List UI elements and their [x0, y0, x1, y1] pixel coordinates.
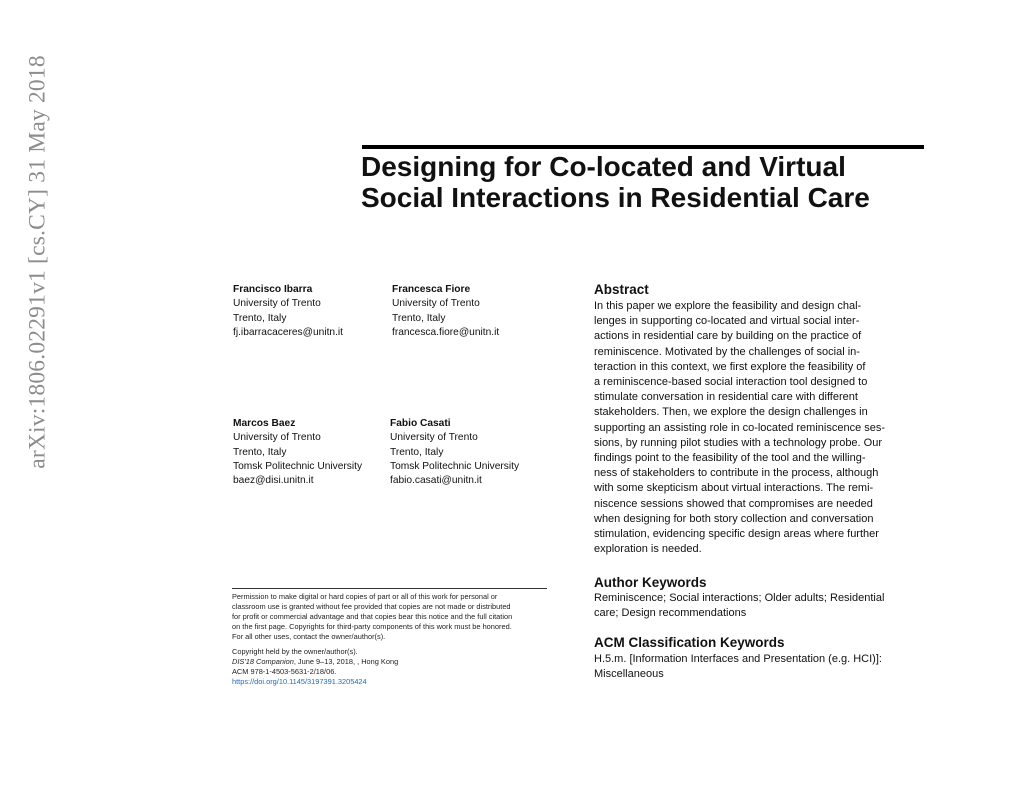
author-block-4 [390, 417, 519, 488]
author-affiliation: University of Trento [233, 432, 321, 444]
author-keywords-body [594, 591, 924, 621]
permission-rule [232, 588, 547, 589]
author-location: Trento, Italy [390, 446, 444, 458]
author-affiliation: University of Trento [390, 432, 478, 444]
copyright-block [232, 647, 398, 687]
author-extra-affiliation: Tomsk Politechnic University [390, 460, 520, 472]
abstract-line: teraction in this context, we first explore the feasibility of [594, 360, 866, 373]
abstract-line: In this paper we explore the feasibility and design chal- [594, 300, 862, 312]
permission-notice [232, 592, 552, 642]
abstract-line: stakeholders. Then, we explore the design challenges in [594, 406, 868, 419]
author-extra-affiliation: Tomsk Politechnic University [233, 460, 363, 472]
title-line-1: Designing for Co-located and Virtual [361, 151, 846, 182]
abstract-line: stimulate conversation in residential care with different [594, 391, 858, 404]
abstract-line: findings point to the feasibility of the tool and the willing- [594, 452, 866, 465]
author-affiliation: University of Trento [233, 298, 321, 310]
permission-line: for profit or commercial advantage and that copies bear this notice and the full citation [232, 612, 513, 622]
acm-isbn: ACM 978-1-4503-5631-2/18/06. [232, 667, 337, 677]
abstract-line: supporting an assisting role in co-located reminiscence ses- [594, 421, 886, 434]
abstract-line: actions in residential care by building on the practice of [594, 330, 862, 343]
keywords-line: Reminiscence; Social interactions; Older adults; Residential [594, 592, 885, 604]
keywords-line: care; Design recommendations [594, 607, 747, 620]
abstract-line: niscence sessions showed that compromises are needed [594, 497, 873, 510]
permission-line: on the first page. Copyrights for third-party components of this work must be honored. [232, 622, 512, 632]
abstract-line: when designing for both story collection and conversation [594, 512, 874, 525]
abstract-line: a reminiscence-based social interaction tool designed to [594, 376, 868, 389]
acm-keywords-body [594, 652, 924, 682]
author-location: Trento, Italy [233, 446, 287, 458]
acm-line: Miscellaneous [594, 668, 664, 681]
permission-line: classroom use is granted without fee provided that copies are not made or distributed [232, 602, 511, 612]
author-name: Francesca Fiore [392, 284, 471, 295]
author-block-1 [233, 283, 343, 340]
title-line-2: Social Interactions in Residential Care [361, 182, 870, 213]
arxiv-identifier: arXiv:1806.02291v1 [cs.CY] 31 May 2018 [24, 55, 51, 469]
acm-line: H.5.m. [Information Interfaces and Presentation (e.g. HCI)]: [594, 653, 882, 665]
venue-line [232, 657, 398, 667]
doi-link[interactable]: https://doi.org/10.1145/3197391.3205424 [232, 677, 367, 687]
abstract-line: reminiscence. Motivated by the challenges of social in- [594, 345, 860, 358]
abstract-line: ness of stakeholders to contribute in the process, although [594, 467, 879, 480]
copyright-held: Copyright held by the owner/author(s). [232, 647, 358, 656]
abstract-line: stimulation, evidencing specific design areas where further [594, 528, 879, 541]
author-block-2 [392, 283, 499, 340]
author-location: Trento, Italy [392, 312, 446, 324]
permission-line: For all other uses, contact the owner/author(s). [232, 632, 386, 642]
paper-title [361, 151, 961, 213]
author-email: baez@disi.unitn.it [233, 475, 314, 487]
title-rule [362, 145, 924, 149]
venue-name: DIS'18 Companion [232, 657, 294, 667]
author-email: fj.ibarracaceres@unitn.it [233, 326, 343, 338]
abstract-line: exploration is needed. [594, 543, 702, 556]
author-block-3 [233, 417, 362, 488]
author-name: Marcos Baez [233, 418, 296, 429]
author-keywords-heading: Author Keywords [594, 575, 707, 590]
abstract-heading: Abstract [594, 282, 649, 297]
author-name: Francisco Ibarra [233, 284, 313, 295]
author-name: Fabio Casati [390, 418, 451, 429]
author-email: fabio.casati@unitn.it [390, 475, 482, 487]
abstract-line: lenges in supporting co-located and virtual social inter- [594, 315, 860, 328]
author-affiliation: University of Trento [392, 298, 480, 310]
abstract-line: sions, by running pilot studies with a technology probe. Our [594, 436, 882, 449]
author-location: Trento, Italy [233, 312, 287, 324]
acm-keywords-heading: ACM Classification Keywords [594, 635, 785, 650]
permission-line: Permission to make digital or hard copies of part or all of this work for personal or [232, 592, 498, 601]
abstract-line: with some skepticism about virtual interactions. The remi- [594, 482, 874, 495]
venue-details: , June 9–13, 2018, , Hong Kong [293, 657, 399, 667]
abstract-body [594, 299, 924, 557]
author-email: francesca.fiore@unitn.it [392, 326, 500, 338]
